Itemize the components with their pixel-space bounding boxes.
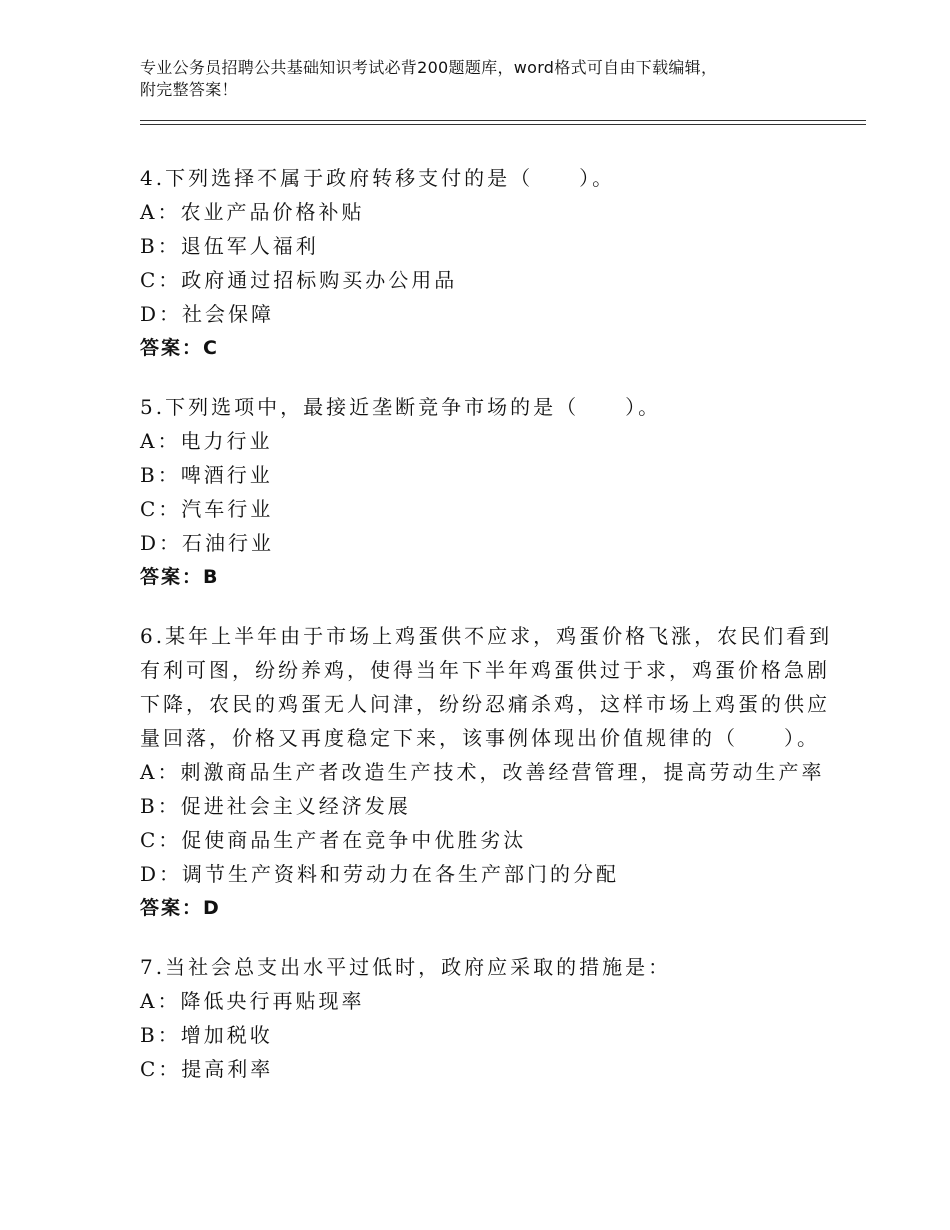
question-list <box>140 161 860 1111</box>
question-stem-line-3: 下降，农民的鸡蛋无人问津，纷纷忍痛杀鸡，这样市场上鸡蛋的供应 <box>140 692 830 716</box>
option-b: B：啤酒行业 <box>140 463 273 487</box>
question-stem: 4.下列选择不属于政府转移支付的是（ ）。 <box>140 166 616 190</box>
option-a: A：农业产品价格补贴 <box>140 200 365 224</box>
question-6 <box>140 619 860 925</box>
header-line-1: 专业公务员招聘公共基础知识考试必背200题题库，word格式可自由下载编辑， <box>140 58 718 77</box>
question-stem-line-4: 量回落，价格又再度稳定下来，该事例体现出价值规律的（ ）。 <box>140 726 820 750</box>
option-c: C：促使商品生产者在竞争中优胜劣汰 <box>140 828 527 852</box>
question-stem-line-2: 有利可图，纷纷养鸡，使得当年下半年鸡蛋供过于求，鸡蛋价格急剧 <box>140 658 830 682</box>
question-7 <box>140 950 860 1086</box>
option-c: C：政府通过招标购买办公用品 <box>140 268 458 292</box>
answer-label: 答案：B <box>140 566 220 588</box>
option-b: B：促进社会主义经济发展 <box>140 794 411 818</box>
document-header <box>140 57 840 101</box>
question-stem: 7.当社会总支出水平过低时，政府应采取的措施是： <box>140 955 672 979</box>
header-divider-bottom <box>140 124 866 125</box>
option-d: D：石油行业 <box>140 531 275 555</box>
header-line-2: 附完整答案！ <box>140 80 238 99</box>
answer-label: 答案：D <box>140 897 221 919</box>
question-4 <box>140 161 860 365</box>
option-c: C：提高利率 <box>140 1057 274 1081</box>
option-c: C：汽车行业 <box>140 497 274 521</box>
header-divider-top <box>140 120 866 121</box>
option-b: B：退伍军人福利 <box>140 234 319 258</box>
question-stem-line-1: 6.某年上半年由于市场上鸡蛋供不应求，鸡蛋价格飞涨，农民们看到 <box>140 624 833 648</box>
option-b: B：增加税收 <box>140 1023 273 1047</box>
question-5 <box>140 390 860 594</box>
option-a: A：电力行业 <box>140 429 273 453</box>
answer-label: 答案：C <box>140 337 219 359</box>
question-stem: 5.下列选项中，最接近垄断竞争市场的是（ ）。 <box>140 395 662 419</box>
option-d: D：社会保障 <box>140 302 275 326</box>
option-d: D：调节生产资料和劳动力在各生产部门的分配 <box>140 862 620 886</box>
option-a: A：刺激商品生产者改造生产技术，改善经营管理，提高劳动生产率 <box>140 760 825 784</box>
option-a: A：降低央行再贴现率 <box>140 989 365 1013</box>
